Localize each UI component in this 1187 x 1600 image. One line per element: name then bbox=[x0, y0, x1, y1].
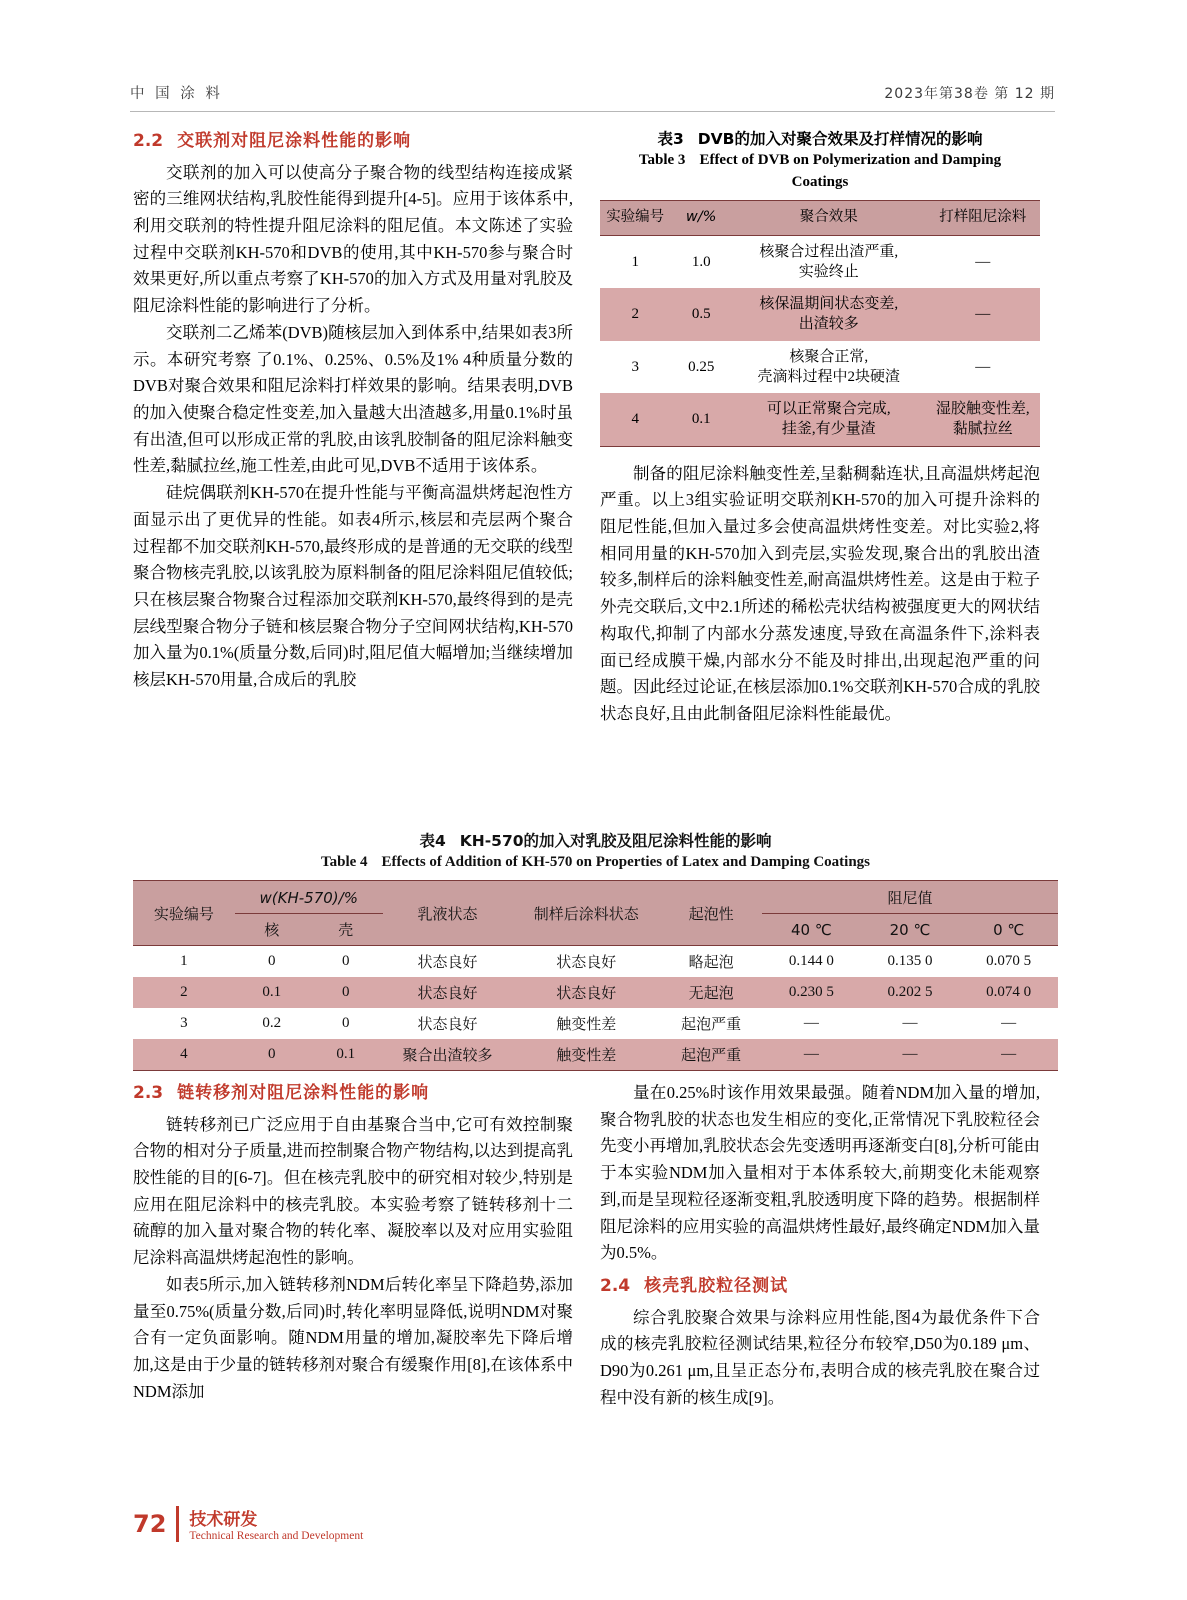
table3-caption bbox=[600, 128, 1040, 194]
paragraph: 交联剂的加入可以使高分子聚合物的线型结构连接成紧密的三维网状结构,乳胶性能得到提升[4-5]。应用于该体系中,利用交联剂的特性提升阻尼涂料的阻尼值。本文陈述了实验过程中交联剂KH-570和DVB的使用,其中KH-570参与聚合时效果更好,所以重点考察了KH-570的加入方式及用量对乳胶及阻尼涂料性能的影响进行了分析。 bbox=[133, 162, 573, 316]
cell-effect-line2: 实验终止 bbox=[798, 263, 859, 280]
cell-w: 0.25 bbox=[688, 358, 715, 375]
cell-foam: 起泡严重 bbox=[681, 1048, 742, 1065]
section-title: 核壳乳胶粒径测试 bbox=[644, 1276, 789, 1297]
column-header-coating: 打样阻尼涂料 bbox=[939, 208, 1027, 225]
page-header bbox=[130, 82, 1055, 112]
cell-no: 4 bbox=[180, 1046, 188, 1063]
cell-shell: 0 bbox=[342, 984, 350, 1001]
section-number: 2.3 bbox=[133, 1083, 164, 1103]
cell-shell: 0 bbox=[342, 1015, 350, 1032]
section-title: 链转移剂对阻尼涂料性能的影响 bbox=[177, 1083, 430, 1103]
column-header-t40: 40 ℃ bbox=[790, 920, 832, 939]
right-column-top bbox=[600, 128, 1040, 728]
table-header-row bbox=[600, 200, 1040, 235]
cell-t20: — bbox=[902, 1046, 918, 1063]
cell-after: 触变性差 bbox=[556, 1017, 617, 1034]
cell-effect-line2: 挂釜,有少量渣 bbox=[781, 421, 876, 438]
table3-title-cn: DVB的加入对聚合效果及打样情况的影响 bbox=[697, 130, 983, 148]
cell-shell: 0 bbox=[342, 953, 350, 970]
column-header-no: 实验编号 bbox=[606, 208, 665, 225]
cell-coating-line2: 黏腻拉丝 bbox=[952, 421, 1013, 438]
cell-no: 3 bbox=[631, 358, 639, 375]
column-header-shell: 壳 bbox=[338, 921, 354, 940]
column-header-w-kh570: w(KH-570)/% bbox=[259, 888, 358, 907]
page-footer bbox=[133, 1505, 363, 1542]
cell-core: 0 bbox=[268, 953, 276, 970]
section-heading-2-3 bbox=[133, 1080, 573, 1108]
table3-title-en-2: Coatings bbox=[791, 174, 849, 191]
cell-effect-line2: 出渣较多 bbox=[798, 316, 859, 333]
cell-coating: — bbox=[975, 253, 991, 270]
column-header-effect: 聚合效果 bbox=[799, 208, 858, 225]
cell-w: 0.5 bbox=[691, 306, 711, 323]
table-row bbox=[600, 288, 1040, 341]
paragraph: 硅烷偶联剂KH-570在提升性能与平衡高温烘烤起泡性方面显示出了更优异的性能。如表4所示,核层和壳层两个聚合过程都不加交联剂KH-570,最终形成的是普通的无交联的线型聚合物核壳乳胶,以该乳胶为原料制备的阻尼涂料阻尼值较低;只在核层聚合物聚合过程添加交联剂KH-570,最终得到的是壳层线型聚合物分子链和核层聚合物分子空间网状结构,KH-570加入量为0.1%(质量分数,后同)时,阻尼值大幅增加;当继续增加核层KH-570用量,合成后的乳胶 bbox=[133, 483, 573, 690]
cell-coating: — bbox=[975, 306, 991, 323]
cell-latex: 聚合出渣较多 bbox=[402, 1048, 493, 1065]
table-row bbox=[133, 977, 1058, 1008]
table4-label-cn: 表4 bbox=[419, 832, 446, 850]
table4-caption bbox=[133, 830, 1058, 874]
page-number: 72 bbox=[133, 1509, 167, 1538]
table-row bbox=[600, 393, 1040, 446]
cell-core: 0.1 bbox=[262, 984, 282, 1001]
cell-foam: 起泡严重 bbox=[681, 1017, 742, 1034]
footer-divider bbox=[176, 1506, 179, 1542]
paragraph: 链转移剂已广泛应用于自由基聚合当中,它可有效控制聚合物的相对分子质量,进而控制聚合物产物结构,以达到提高乳胶性能的目的[6-7]。但在核壳乳胶中的研究相对较少,特别是应用在阻尼涂料中的核壳乳胶。本实验考察了链转移剂十二硫醇的加入量对聚合物的转化率、凝胶率以及对应用实验阻尼涂料高温烘烤起泡性的影响。 bbox=[133, 1114, 573, 1268]
table-row bbox=[133, 1039, 1058, 1071]
cell-coating: — bbox=[975, 358, 991, 375]
footer-section-en: Technical Research and Development bbox=[189, 1530, 364, 1542]
table-row bbox=[600, 235, 1040, 288]
cell-latex: 状态良好 bbox=[417, 1017, 478, 1034]
paragraph: 交联剂二乙烯苯(DVB)随核层加入到体系中,结果如表3所示。本研究考察 了0.1%、0.25%、0.5%及1% 4种质量分数的DVB对聚合效果和阻尼涂料打样效果的影响。结果表明,DVB的加入使聚合稳定性变差,加入量越大出渣越多,用量0.1%时虽有出渣,但可以形成正常的乳胶,由该乳胶制备的阻尼涂料触变性差,黏腻拉丝,施工性差,由此可见,DVB不适用于该体系。 bbox=[133, 322, 573, 476]
cell-no: 2 bbox=[180, 984, 188, 1001]
cell-latex: 状态良好 bbox=[417, 955, 478, 972]
cell-w: 1.0 bbox=[691, 253, 711, 270]
cell-no: 2 bbox=[631, 306, 639, 323]
table3-title-en-1: Effect of DVB on Polymerization and Damping bbox=[699, 152, 1002, 169]
cell-effect-line1: 核聚合过程出渣严重, bbox=[759, 243, 899, 260]
cell-effect bbox=[732, 393, 926, 446]
table3-label-en: Table 3 bbox=[638, 152, 686, 169]
cell-t20: — bbox=[902, 1015, 918, 1032]
table-dvb-effect bbox=[600, 200, 1040, 447]
cell-w: 0.1 bbox=[691, 411, 711, 428]
cell-t0: 0.074 0 bbox=[986, 984, 1032, 1001]
table-header-row bbox=[133, 881, 1058, 914]
cell-no: 3 bbox=[180, 1015, 188, 1032]
right-column-bottom bbox=[600, 1080, 1040, 1411]
cell-t40: 0.144 0 bbox=[788, 953, 834, 970]
table4-title-cn: KH-570的加入对乳胶及阻尼涂料性能的影响 bbox=[459, 832, 772, 850]
left-column-bottom bbox=[133, 1080, 573, 1405]
cell-t40: — bbox=[803, 1046, 819, 1063]
cell-t40: 0.230 5 bbox=[788, 984, 834, 1001]
table-row bbox=[600, 341, 1040, 394]
cell-effect bbox=[732, 235, 926, 288]
table4-label-en: Table 4 bbox=[320, 854, 368, 871]
section-number: 2.2 bbox=[133, 131, 164, 151]
cell-effect bbox=[732, 341, 926, 394]
paragraph: 制备的阻尼涂料触变性差,呈黏稠黏连状,且高温烘烤起泡严重。以上3组实验证明交联剂KH-570的加入可提升涂料的阻尼性能,但加入量过多会使高温烘烤性变差。对比实验2,将相同用量的KH-570加入到壳层,实验发现,聚合出的乳胶出渣较多,制样后的涂料触变性差,耐高温烘烤性差。这是由于粒子外壳交联后,文中2.1所述的稀松壳状结构被强度更大的网状结构取代,抑制了内部水分蒸发速度,导致在高温条件下,涂料表面已经成膜干燥,内部水分不能及时排出,出现起泡严重的问题。因此经过论证,在核层添加0.1%交联剂KH-570合成的乳胶状态良好,且由此制备阻尼涂料性能最优。 bbox=[600, 463, 1040, 723]
column-header-w: w/% bbox=[685, 208, 717, 225]
table4-title-en: Effects of Addition of KH-570 on Properties of Latex and Damping Coatings bbox=[381, 854, 871, 871]
issue-info: 2023年第38卷 第 12 期 bbox=[884, 86, 1055, 102]
cell-effect bbox=[732, 288, 926, 341]
cell-effect-line1: 核聚合正常, bbox=[789, 348, 869, 365]
table-kh570-effect bbox=[133, 880, 1058, 1071]
cell-after: 状态良好 bbox=[556, 955, 617, 972]
column-header-no: 实验编号 bbox=[153, 905, 214, 924]
cell-effect-line1: 核保温期间状态变差, bbox=[759, 296, 899, 313]
cell-shell: 0.1 bbox=[336, 1046, 356, 1063]
cell-t0: 0.070 5 bbox=[986, 953, 1032, 970]
section-number: 2.4 bbox=[600, 1276, 631, 1297]
cell-t20: 0.202 5 bbox=[887, 984, 933, 1001]
cell-after: 状态良好 bbox=[556, 986, 617, 1003]
cell-foam: 无起泡 bbox=[688, 986, 734, 1003]
section-heading-2-4 bbox=[600, 1273, 1040, 1301]
journal-name: 中 国 涂 料 bbox=[130, 86, 223, 102]
cell-after: 触变性差 bbox=[556, 1048, 617, 1065]
paragraph: 如表5所示,加入链转移剂NDM后转化率呈下降趋势,添加量至0.75%(质量分数,后同)时,转化率明显降低,说明NDM对聚合有一定负面影响。随NDM用量的增加,凝胶率先下降后增加,这是由于少量的链转移剂对聚合有缓聚作用[8],在该体系中NDM添加 bbox=[133, 1274, 573, 1401]
column-header-core: 核 bbox=[264, 921, 280, 940]
cell-no: 1 bbox=[631, 253, 639, 270]
footer-section-cn: 技术研发 bbox=[189, 1510, 258, 1530]
column-header-t20: 20 ℃ bbox=[889, 920, 931, 939]
cell-effect-line2: 壳滴料过程中2块硬渣 bbox=[757, 368, 901, 385]
section-title: 交联剂对阻尼涂料性能的影响 bbox=[177, 131, 412, 151]
cell-core: 0.2 bbox=[262, 1015, 282, 1032]
cell-effect-line1: 可以正常聚合完成, bbox=[766, 401, 891, 418]
cell-t40: — bbox=[803, 1015, 819, 1032]
cell-t0: — bbox=[1001, 1046, 1017, 1063]
column-header-latex: 乳液状态 bbox=[417, 905, 478, 924]
cell-latex: 状态良好 bbox=[417, 986, 478, 1003]
table-row bbox=[133, 946, 1058, 978]
cell-no: 1 bbox=[180, 953, 188, 970]
left-column-top bbox=[133, 128, 573, 694]
column-header-after: 制样后涂料状态 bbox=[533, 905, 639, 924]
cell-no: 4 bbox=[631, 411, 639, 428]
column-header-foam: 起泡性 bbox=[688, 905, 734, 924]
section-heading-2-2 bbox=[133, 128, 573, 156]
cell-foam: 略起泡 bbox=[688, 955, 734, 972]
column-header-t0: 0 ℃ bbox=[993, 920, 1025, 939]
cell-core: 0 bbox=[268, 1046, 276, 1063]
table4-block bbox=[133, 830, 1058, 1071]
cell-coating bbox=[926, 393, 1040, 446]
cell-coating-line1: 湿胶触变性差, bbox=[935, 401, 1030, 418]
cell-t0: — bbox=[1001, 1015, 1017, 1032]
table-row bbox=[133, 1008, 1058, 1039]
paragraph: 量在0.25%时该作用效果最强。随着NDM加入量的增加,聚合物乳胶的状态也发生相应的变化,正常情况下乳胶粒径会先变小再增加,乳胶状态会先变透明再逐渐变白[8],分析可能由于本实验NDM加入量相对于本体系较大,前期变化未能观察到,而是呈现粒径逐渐变粗,乳胶透明度下降的趋势。根据制样阻尼涂料的应用实验的高温烘烤性最好,最终确定NDM加入量为0.5%。 bbox=[600, 1083, 1040, 1263]
column-header-damping: 阻尼值 bbox=[762, 881, 1058, 914]
paragraph: 综合乳胶聚合效果与涂料应用性能,图4为最优条件下合成的核壳乳胶粒径测试结果,粒径分布较窄,D50为0.189 μm、D90为0.261 μm,且呈正态分布,表明合成的核壳乳胶在聚合过程中没有新的核生成[9]。 bbox=[600, 1307, 1040, 1407]
table3-label-cn: 表3 bbox=[657, 130, 684, 148]
cell-t20: 0.135 0 bbox=[887, 953, 933, 970]
